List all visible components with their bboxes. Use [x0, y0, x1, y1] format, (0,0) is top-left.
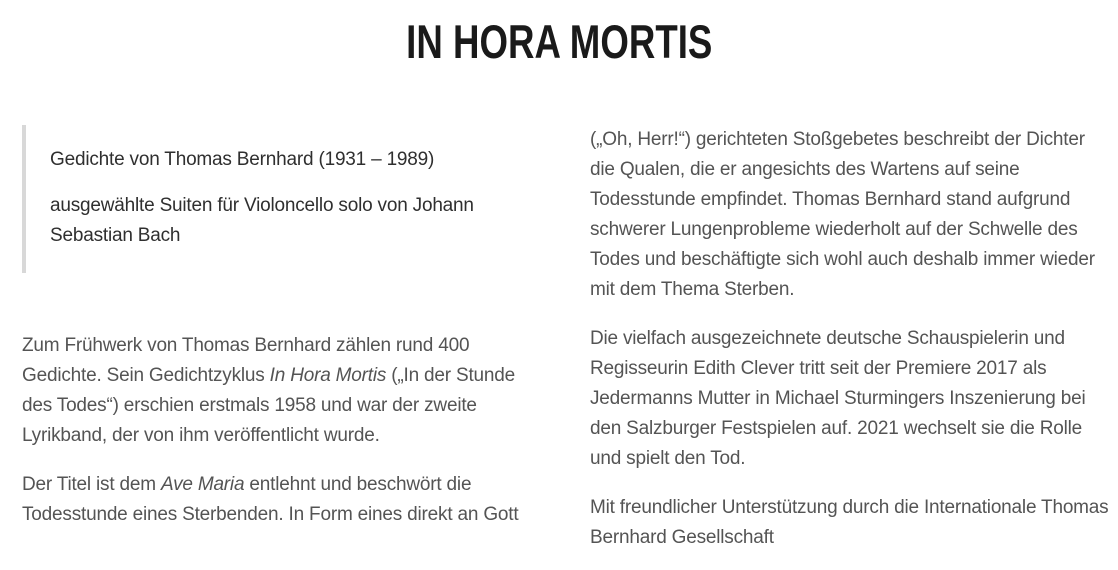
paragraph-unterstuetzung: Mit freundlicher Unterstützung durch die Internationale Thomas Bernhard Gesellschaft — [590, 497, 1109, 548]
intro-blockquote — [22, 125, 528, 273]
quote-line-authors: Gedichte von Thomas Bernhard (1931 – 1989) — [50, 149, 435, 170]
paragraph-text: („In der Stunde des Todes“) erschien erstmals 1958 und war der zweite Lyrikband, der von ihm veröffentlicht wurde. — [22, 365, 516, 446]
left-column — [22, 125, 528, 570]
paragraph-fruehwerk — [22, 331, 528, 451]
paragraph-titel — [22, 470, 528, 530]
paragraph-text: entlehnt und beschwört die Todesstunde eines Sterbenden. In Form eines direkt an Gott — [22, 474, 519, 525]
page — [0, 16, 1118, 570]
right-column — [590, 125, 1113, 570]
quote-line-music: ausgewählte Suiten für Violoncello solo von Johann Sebastian Bach — [50, 195, 474, 246]
page-title-text: IN HORA MORTIS — [405, 15, 713, 68]
paragraph-stossgebet: („Oh, Herr!“) gerichteten Stoßgebetes beschreibt der Dichter die Qualen, die er angesichts des Wartens auf seine Todesstunde empfindet. Thomas Bernhard stand aufgrund schwerer Lungenprobleme wiederholt auf der Schwelle des Todes und beschäftigte sich wohl auch deshalb immer wieder mit dem Thema Sterben. — [590, 129, 1095, 300]
paragraph-text: Der Titel ist dem — [22, 474, 161, 495]
work-title-italic: Ave Maria — [160, 474, 245, 495]
paragraph-text: Zum Frühwerk von Thomas Bernhard zählen rund 400 Gedichte. Sein Gedichtzyklus — [22, 335, 470, 386]
work-title-italic: In Hora Mortis — [269, 365, 387, 386]
content-columns — [22, 125, 1118, 570]
paragraph-edith-clever: Die vielfach ausgezeichnete deutsche Schauspielerin und Regisseurin Edith Clever tritt seit der Premiere 2017 als Jedermanns Mutter in Michael Sturmingers Inszenierung bei den Salzburger Festspielen auf. 2021 wechselt sie die Rolle und spielt den Tod. — [590, 328, 1086, 469]
page-title — [0, 16, 1118, 68]
